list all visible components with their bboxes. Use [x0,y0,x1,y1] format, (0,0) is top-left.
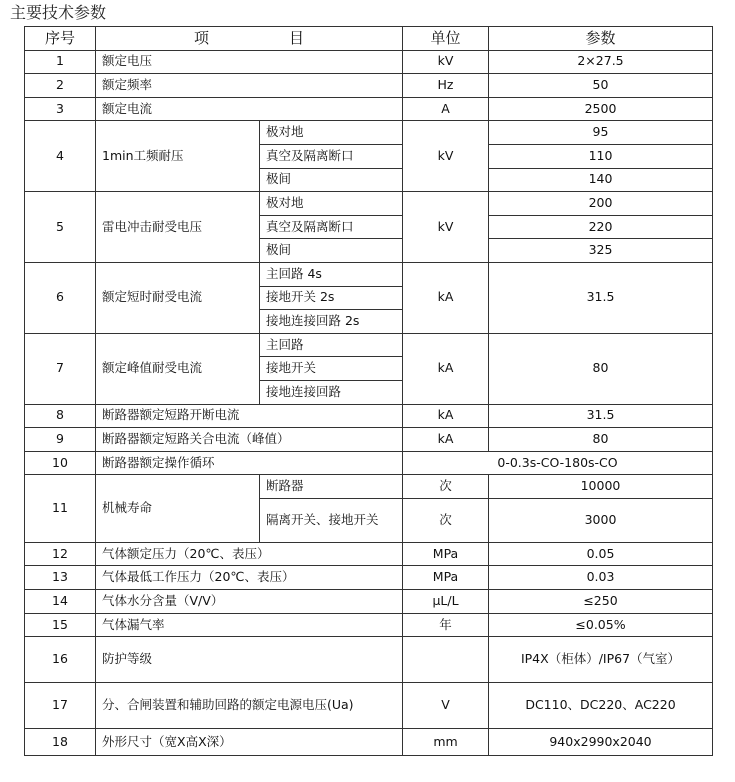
row-value: 940x2990x2040 [489,729,713,756]
row-unit: mm [403,729,489,756]
page-title: 主要技术参数 [10,3,107,22]
row-unit: kV [403,121,489,192]
sub-label: 接地开关 2s [260,286,403,310]
row-no: 18 [25,729,96,756]
row-item: 额定电压 [96,50,403,74]
row-item: 1min工频耐压 [96,121,260,192]
header-item-b: 目 [289,29,305,48]
sub-unit: 次 [403,475,489,499]
table-row [25,50,713,74]
row-value: 50 [489,74,713,98]
header-unit: 单位 [403,27,489,51]
sub-label: 接地连接回路 2s [260,310,403,334]
table-row [25,613,713,637]
sub-label: 主回路 4s [260,262,403,286]
table-row [25,192,713,216]
row-no: 5 [25,192,96,263]
row-item: 雷电冲击耐受电压 [96,192,260,263]
row-unit [403,637,489,683]
sub-label: 极间 [260,239,403,263]
row-item: 额定峰值耐受电流 [96,333,260,404]
sub-label: 极间 [260,168,403,192]
row-no: 12 [25,542,96,566]
row-no: 4 [25,121,96,192]
row-unit: 年 [403,613,489,637]
row-no: 3 [25,97,96,121]
row-no: 11 [25,475,96,543]
row-no: 15 [25,613,96,637]
table-row [25,542,713,566]
row-no: 7 [25,333,96,404]
sub-label: 真空及隔离断口 [260,144,403,168]
row-value: 80 [489,333,713,404]
row-unit: kA [403,404,489,428]
row-no: 6 [25,262,96,333]
table-row [25,729,713,756]
header-item [96,27,403,51]
row-unit: kV [403,192,489,263]
row-unit: kV [403,50,489,74]
row-item: 气体水分含量（V/V） [96,590,403,614]
table-row [25,74,713,98]
header-item-a: 项 [193,29,209,48]
row-unit: kA [403,262,489,333]
row-item: 额定频率 [96,74,403,98]
table-row [25,97,713,121]
table-row [25,262,713,286]
row-value: 0.03 [489,566,713,590]
row-no: 2 [25,74,96,98]
row-value: 31.5 [489,262,713,333]
row-item: 额定电流 [96,97,403,121]
sub-value: 140 [489,168,713,192]
row-item: 机械寿命 [96,475,260,543]
row-item: 断路器额定短路开断电流 [96,404,403,428]
sub-label: 接地开关 [260,357,403,381]
row-item: 断路器额定短路关合电流（峰值） [96,428,403,452]
table-row [25,333,713,357]
table-row [25,404,713,428]
spec-table [24,26,713,756]
row-item: 额定短时耐受电流 [96,262,260,333]
row-unit: MPa [403,566,489,590]
row-value: 2×27.5 [489,50,713,74]
row-unit: kA [403,428,489,452]
row-unit: kA [403,333,489,404]
row-value: 2500 [489,97,713,121]
sub-value: 110 [489,144,713,168]
row-item: 气体最低工作压力（20℃、表压） [96,566,403,590]
sub-label: 隔离开关、接地开关 [260,498,403,542]
row-no: 14 [25,590,96,614]
header-row [25,27,713,51]
row-no: 13 [25,566,96,590]
table-row [25,637,713,683]
row-value: 31.5 [489,404,713,428]
row-unit: MPa [403,542,489,566]
row-item: 气体漏气率 [96,613,403,637]
row-item: 气体额定压力（20℃、表压） [96,542,403,566]
row-item: 防护等级 [96,637,403,683]
row-no: 17 [25,683,96,729]
sub-value: 10000 [489,475,713,499]
table-row [25,566,713,590]
row-value: 0.05 [489,542,713,566]
sub-value: 325 [489,239,713,263]
row-unit: V [403,683,489,729]
row-value: IP4X（柜体）/IP67（气室） [489,637,713,683]
sub-value: 220 [489,215,713,239]
table-row [25,590,713,614]
row-value: ≤0.05% [489,613,713,637]
table-row [25,451,713,475]
sub-label: 极对地 [260,121,403,145]
row-value: 0-0.3s-CO-180s-CO [403,451,713,475]
row-unit: A [403,97,489,121]
row-unit: μL/L [403,590,489,614]
row-value: DC110、DC220、AC220 [489,683,713,729]
sub-label: 主回路 [260,333,403,357]
row-no: 1 [25,50,96,74]
row-no: 9 [25,428,96,452]
table-row [25,428,713,452]
sub-value: 95 [489,121,713,145]
row-item: 分、合闸装置和辅助回路的额定电源电压(Ua) [96,683,403,729]
row-item: 断路器额定操作循环 [96,451,403,475]
header-no: 序号 [25,27,96,51]
header-param: 参数 [489,27,713,51]
row-no: 10 [25,451,96,475]
row-item: 外形尺寸（宽X高X深） [96,729,403,756]
row-value: 80 [489,428,713,452]
table-row [25,475,713,499]
sub-value: 200 [489,192,713,216]
row-value: ≤250 [489,590,713,614]
table-row [25,683,713,729]
sub-label: 真空及隔离断口 [260,215,403,239]
sub-label: 断路器 [260,475,403,499]
sub-label: 接地连接回路 [260,380,403,404]
table-row [25,121,713,145]
sub-label: 极对地 [260,192,403,216]
sub-value: 3000 [489,498,713,542]
sub-unit: 次 [403,498,489,542]
row-unit: Hz [403,74,489,98]
row-no: 8 [25,404,96,428]
row-no: 16 [25,637,96,683]
